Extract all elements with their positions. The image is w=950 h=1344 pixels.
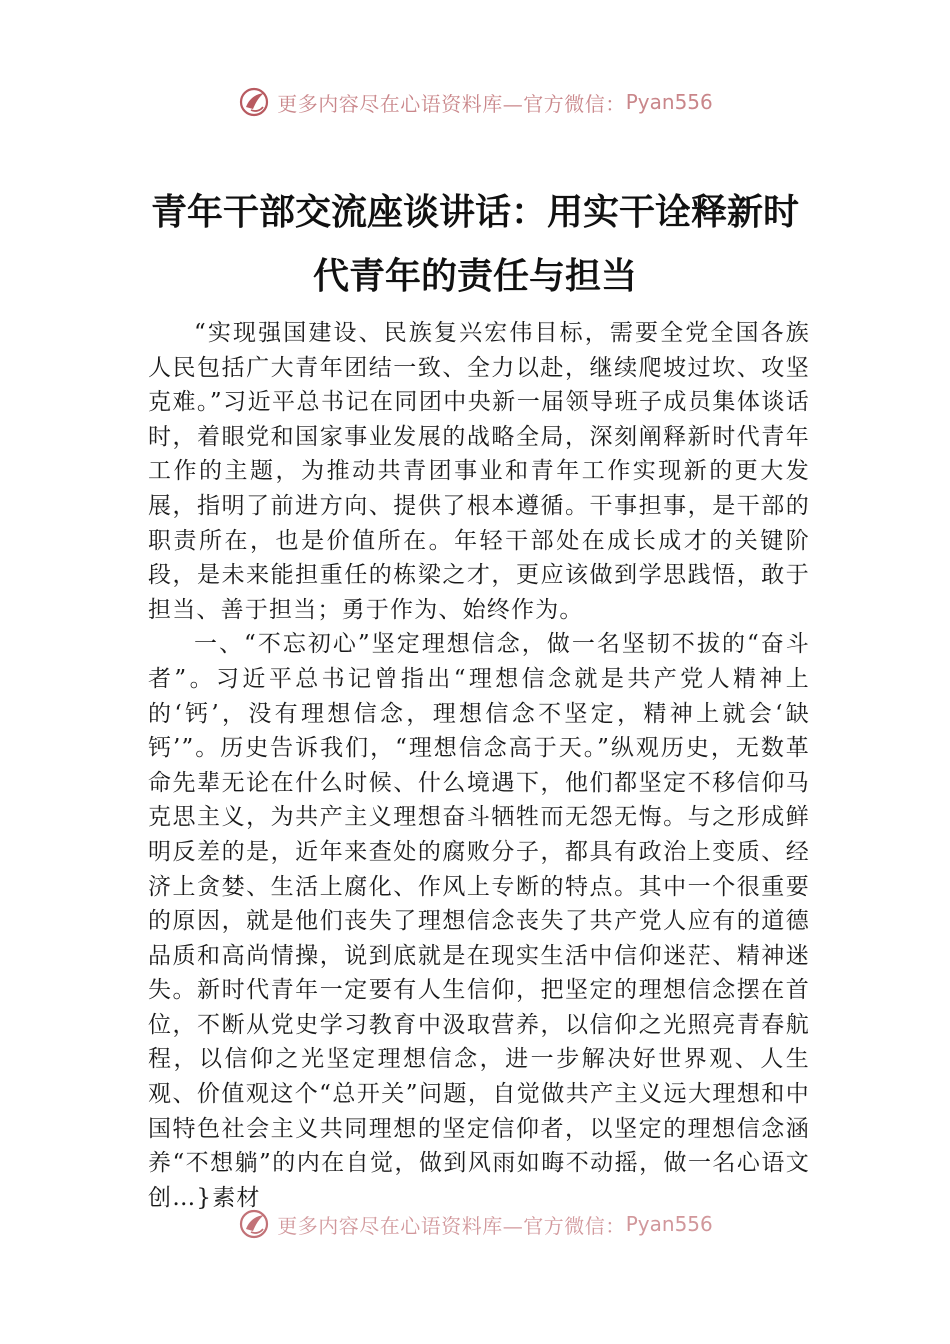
banner-contact: Pyan556 [625,90,713,114]
brush-logo-icon [237,1207,271,1241]
banner-contact: Pyan556 [625,1212,713,1236]
header-banner [0,82,950,122]
footer-banner [0,1204,950,1244]
banner-text: 更多内容尽在心语资料库—官方微信： [277,91,626,116]
banner-text: 更多内容尽在心语资料库—官方微信： [277,1213,626,1238]
brush-logo-icon [237,85,271,119]
document-title: 青年干部交流座谈讲话：用实干诠释新时代青年的责任与担当 [150,191,799,297]
paragraph: 一、“不忘初心”坚定理想信念，做一名坚韧不拔的“奋斗者”。习近平总书记曾指出“理想信念就是共产党人精神上的‘钙’，没有理想信念，理想信念不坚定，精神上就会‘缺钙’”。历史告诉我们，“理想信念高于天。”纵观历史，无数革命先辈无论在什么时候、什么境遇下，他们都坚定不移信仰马克思主义，为共产主义理想奋斗牺牲而无怨无悔。与之形成鲜明反差的是，近年来查处的腐败分子，都具有政治上变质、经济上贪婪、生活上腐化、作风上专断的特点。其中一个很重要的原因，就是他们丧失了理想信念丧失了共产党人应有的道德品质和高尚情操，说到底就是在现实生活中信仰迷茫、精神迷失。新时代青年一定要有人生信仰，把坚定的理想信念摆在首位，不断从党史学习教育中汲取营养，以信仰之光照亮青春航程，以信仰之光坚定理想信念，进一步解决好世界观、人生观、价值观这个“总开关”问题，自觉做共产主义远大理想和中国特色社会主义共同理想的坚定信仰者，以坚定的理想信念涵养“不想躺”的内在自觉，做到风雨如晦不动摇，做一名心语文创…}素材 [148,631,810,1211]
paragraph: “实现强国建设、民族复兴宏伟目标，需要全党全国各族人民包括广大青年团结一致、全力以赴，继续爬坡过坎、攻坚克难。”习近平总书记在同团中央新一届领导班子成员集体谈话时，着眼党和国家事业发展的战略全局，深刻阐释新时代青年工作的主题，为推动共青团事业和青年工作实现新的更大发展，指明了前进方向、提供了根本遵循。干事担事，是干部的职责所在，也是价值所在。年轻干部处在成长成才的关键阶段，是未来能担重任的栋梁之才，更应该做到学思践悟，敢于担当、善于担当；勇于作为、始终作为。 [148,320,810,623]
document-body [148,316,810,1216]
